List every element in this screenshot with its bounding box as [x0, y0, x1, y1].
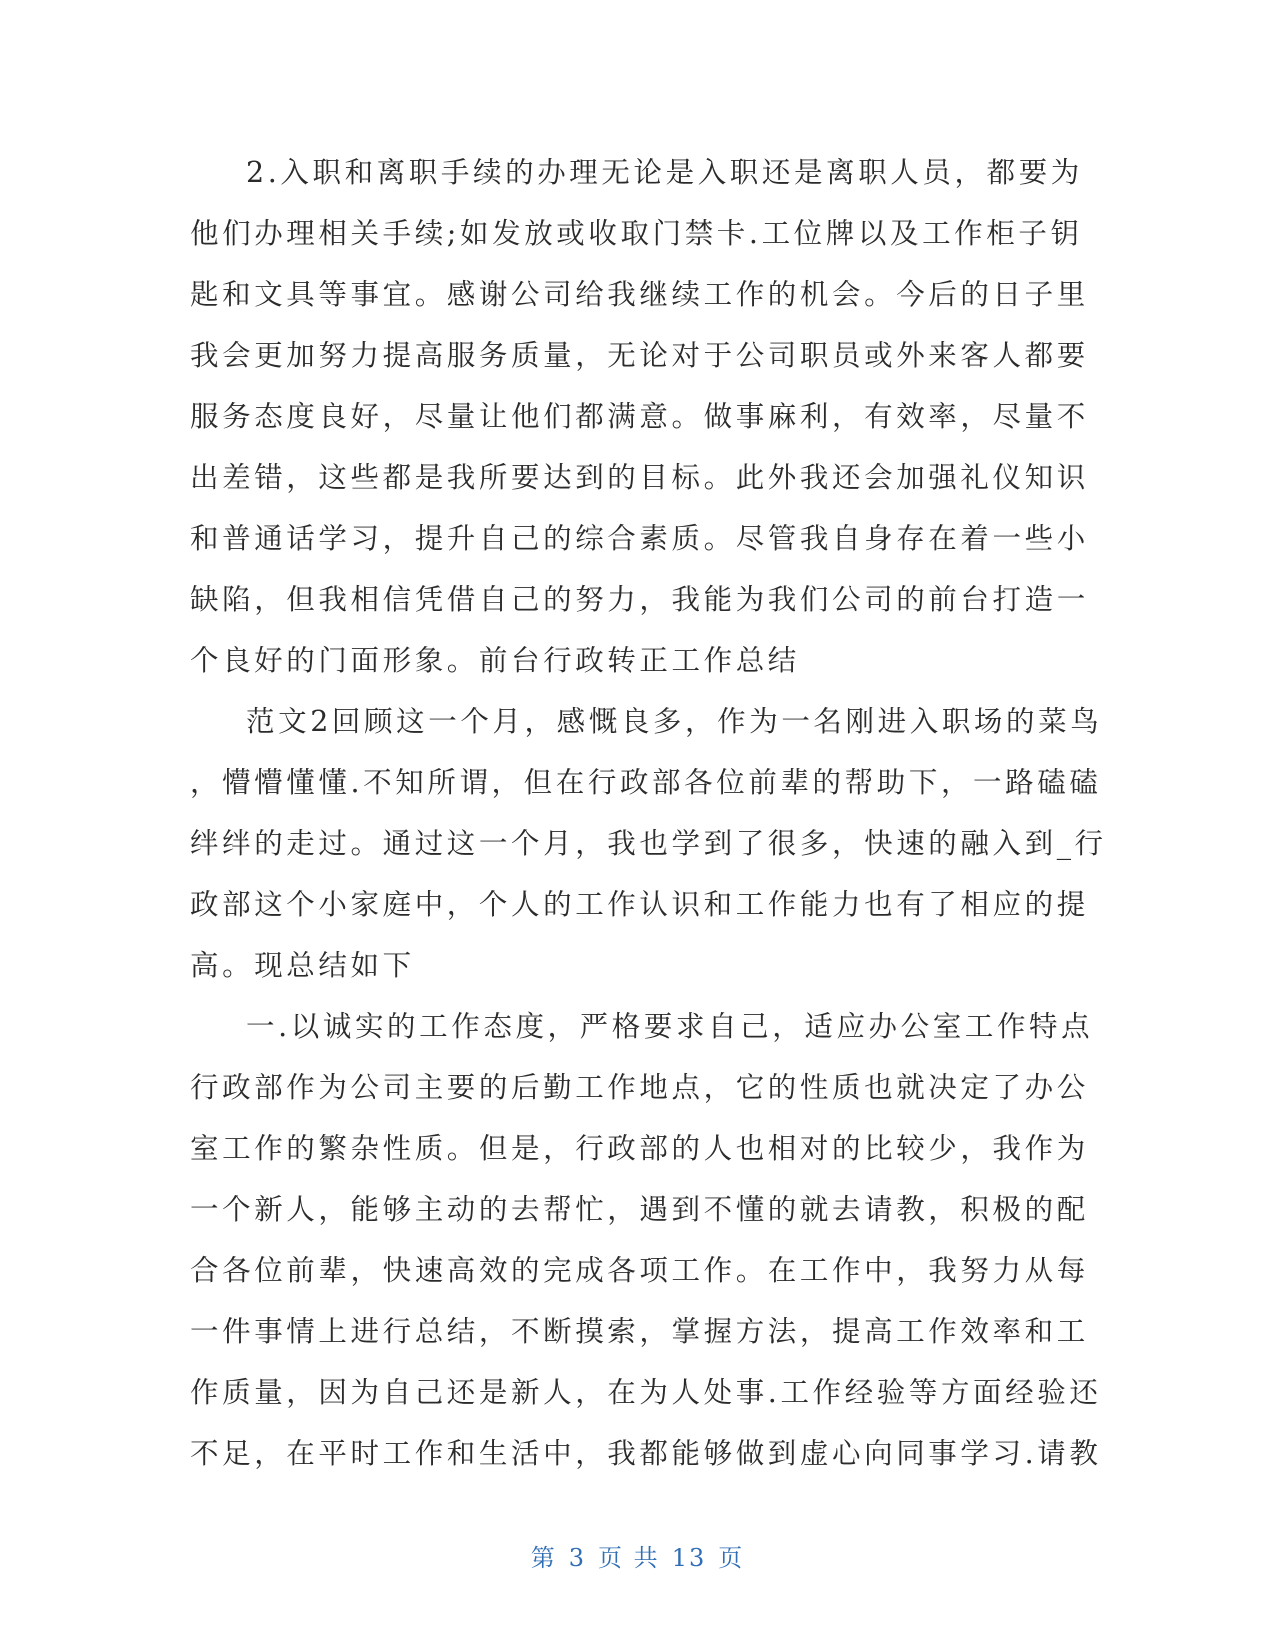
text-line: 他们办理相关手续;如发放或收取门禁卡.工位牌以及工作柜子钥 [190, 217, 1083, 250]
text-line: 我会更加努力提高服务质量，无论对于公司职员或外来客人都要 [190, 339, 1089, 372]
text-line: 行政部作为公司主要的后勤工作地点，它的性质也就决定了办公 [190, 1071, 1089, 1104]
text-line: 室工作的繁杂性质。但是，行政部的人也相对的比较少，我作为 [190, 1132, 1089, 1165]
footer-middle: 页 共 [598, 1544, 660, 1572]
text-line: ，懵懵懂懂.不知所谓，但在行政部各位前辈的帮助下，一路磕磕 [190, 766, 1102, 799]
text-line: 一.以诚实的工作态度，严格要求自己，适应办公室工作特点 [246, 1010, 1094, 1043]
text-line: 一个新人，能够主动的去帮忙，遇到不懂的就去请教，积极的配 [190, 1193, 1089, 1226]
text-line: 2.入职和离职手续的办理无论是入职还是离职人员，都要为 [246, 156, 1083, 189]
document-body [190, 142, 1107, 1484]
footer-prefix: 第 [530, 1544, 557, 1572]
text-line: 服务态度良好，尽量让他们都满意。做事麻利，有效率，尽量不 [190, 400, 1089, 433]
text-line: 绊绊的走过。通过这一个月，我也学到了很多，快速的融入到_行 [190, 827, 1107, 860]
text-line: 高。现总结如下 [190, 949, 415, 982]
text-line: 范文2回顾这一个月，感慨良多，作为一名刚进入职场的菜鸟 [246, 705, 1103, 738]
text-line: 缺陷，但我相信凭借自己的努力，我能为我们公司的前台打造一 [190, 583, 1089, 616]
text-line: 出差错，这些都是我所要达到的目标。此外我还会加强礼仪知识 [190, 461, 1089, 494]
text-line: 不足，在平时工作和生活中，我都能够做到虚心向同事学习.请教 [190, 1437, 1102, 1470]
text-line: 合各位前辈，快速高效的完成各项工作。在工作中，我努力从每 [190, 1254, 1089, 1287]
page-number-footer [0, 1538, 1275, 1573]
total-page-count: 13 [671, 1544, 707, 1572]
footer-suffix: 页 [718, 1544, 745, 1572]
paragraph-2 [190, 691, 1107, 996]
current-page-number: 3 [568, 1544, 587, 1572]
text-line: 匙和文具等事宜。感谢公司给我继续工作的机会。今后的日子里 [190, 278, 1089, 311]
text-line: 个良好的门面形象。前台行政转正工作总结 [190, 644, 800, 677]
text-line: 和普通话学习，提升自己的综合素质。尽管我自身存在着一些小 [190, 522, 1089, 555]
paragraph-1 [190, 142, 1089, 691]
paragraph-3 [190, 996, 1102, 1484]
text-line: 作质量，因为自己还是新人，在为人处事.工作经验等方面经验还 [190, 1376, 1102, 1409]
text-line: 政部这个小家庭中，个人的工作认识和工作能力也有了相应的提 [190, 888, 1089, 921]
text-line: 一件事情上进行总结，不断摸索，掌握方法，提高工作效率和工 [190, 1315, 1089, 1348]
